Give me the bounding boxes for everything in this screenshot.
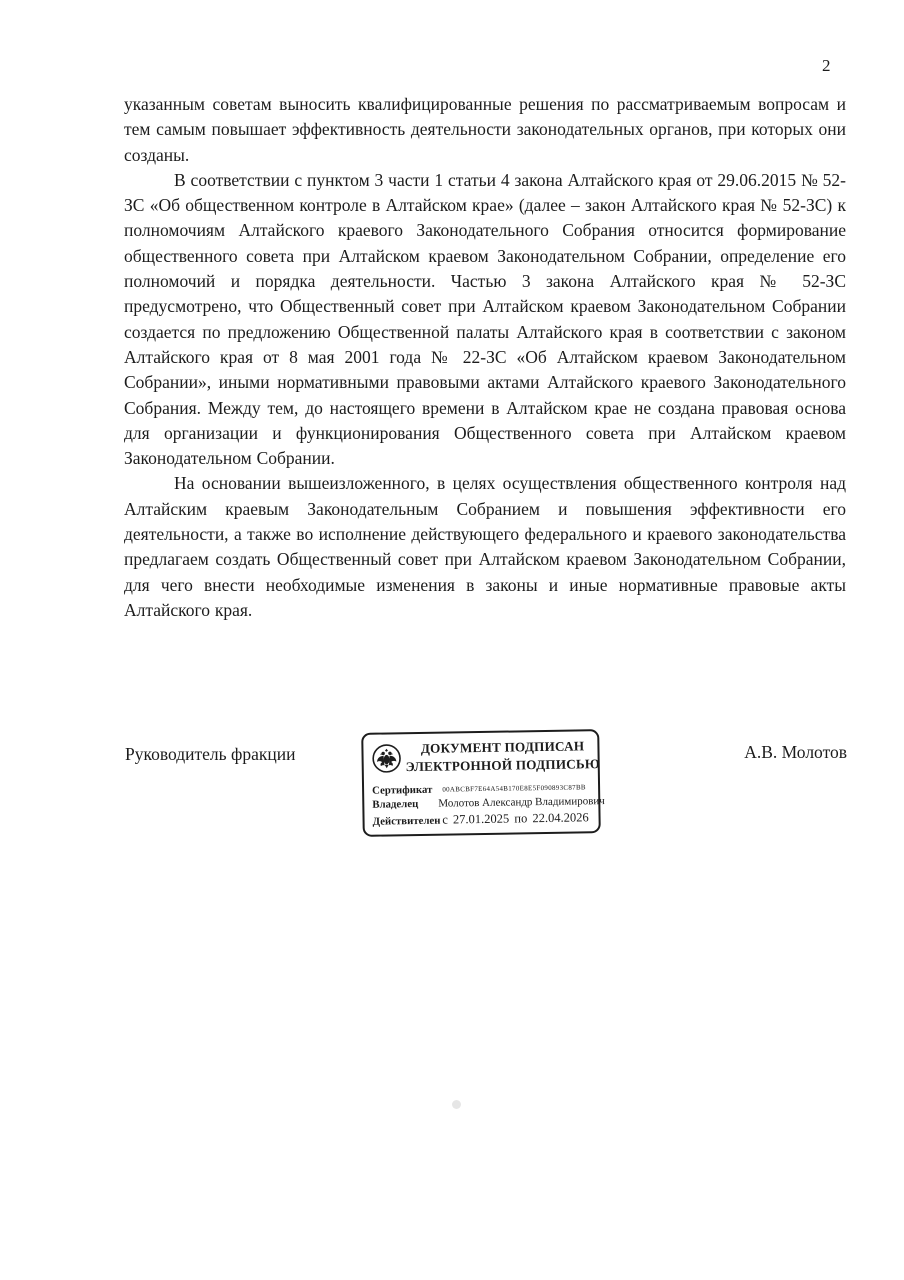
stamp-header	[371, 737, 601, 777]
signatory-name: А.В. Молотов	[744, 742, 847, 762]
stamp-title-line1: ДОКУМЕНТ ПОДПИСАН	[420, 738, 585, 756]
owner-label: Владелец	[372, 798, 419, 812]
digital-signature-stamp	[361, 729, 605, 837]
scan-artifact	[452, 1100, 461, 1109]
owner-value: Молотов Александр Владимирович	[438, 795, 605, 811]
owner-row	[372, 795, 605, 812]
stamp-details	[372, 781, 605, 828]
page-number: 2	[822, 56, 831, 75]
stamp-title	[405, 737, 600, 777]
certificate-label: Сертификат	[372, 783, 433, 797]
paragraph: В соответствии с пунктом 3 части 1 статьи 4 закона Алтайского края от 29.06.2015 № 52-ЗС «Об общественном контроле в Алтайском крае» (далее – закон Алтайского края № 52-ЗС) к полномочиям Алтайского краевого Законодательного Собрания относится формирование общественного совета при Алтайском краевом Законодательном Собрании, определение его полномочий и порядка деятельности. Частью 3 закона Алтайского края № 52-ЗС предусмотрено, что Общественный совет при Алтайском краевом Законодательном Собрании создается по предложению Общественной палаты Алтайского края в соответствии с законом Алтайского края от 8 мая 2001 года № 22-ЗС «Об Алтайском краевом Законодательном Собрании», иными нормативными правовыми актами Алтайского краевого Законодательного Собрания. Между тем, до настоящего времени в Алтайском крае не создана правовая основа для организации и функционирования Общественного совета при Алтайском краевом Законодательном Собрании.	[124, 169, 846, 469]
validity-label: Действителен	[372, 814, 441, 828]
paragraph: На основании вышеизложенного, в целях осуществления общественного контроля над Алтайским краевым Законодательным Собранием и повышения эффективности его деятельности, а также во исполнение действующего федерального и краевого законодательства предлагаем создать Общественный совет при Алтайском краевом Законодательном Собрании, для чего внести необходимые изменения в законы и иные нормативные правовые акты Алтайского края.	[124, 473, 846, 620]
paragraph-continuation: указанным советам выносить квалифицированные решения по рассматриваемым вопросам и тем самым повышает эффективность деятельности законодательных органов, при которых они созданы.	[124, 94, 846, 165]
signatory-position: Руководитель фракции	[125, 744, 296, 764]
certificate-value: 00ABCBF7E64A54B170E8E5F090893C87BB	[442, 783, 586, 794]
validity-row	[372, 810, 590, 828]
stamp-title-line2: ЭЛЕКТРОННОЙ ПОДПИСЬЮ	[405, 756, 601, 775]
document-body	[124, 92, 846, 623]
certificate-row	[372, 781, 590, 797]
validity-value: с 27.01.2025 по 22.04.2026	[442, 810, 589, 827]
coat-of-arms-icon	[371, 744, 401, 774]
